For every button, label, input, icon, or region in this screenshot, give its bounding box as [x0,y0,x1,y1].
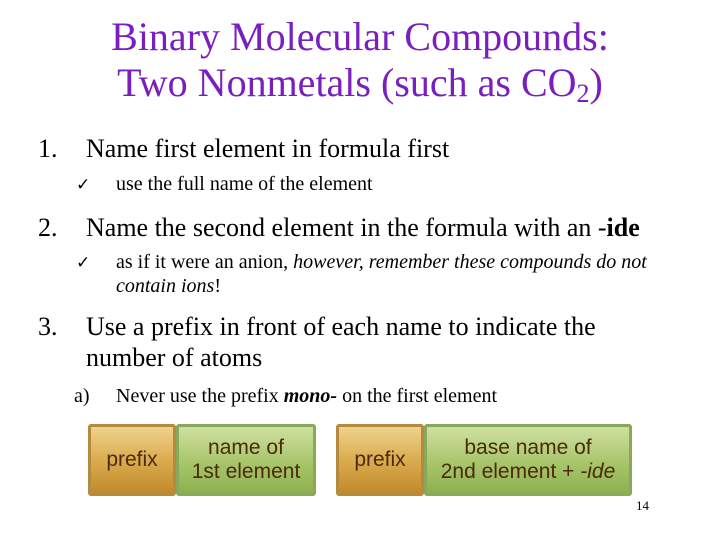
sub-text-a: Never use the prefix [116,385,284,407]
item-text: Name first element in formula first [86,134,450,163]
title-line-2-text: Two Nonmetals (such as CO [117,60,577,105]
slide-title [0,14,720,106]
prefix-box-second [336,424,424,496]
item-text-main: Name the second element in the formula with an - [86,213,607,242]
sub-item-text [116,384,701,408]
prefix-label: prefix [354,448,406,471]
sub-text-b: on the first element [337,385,498,407]
sub-text-b: ! [214,275,222,297]
sub-text-bold-italic: mono- [283,385,338,407]
item-number: 2. [38,213,58,242]
box-line-2-text: 2nd element + [440,460,581,483]
prefix-label: prefix [106,448,158,471]
sub-text-italic: however, remember these compounds do not contain ions [116,251,647,297]
item-number: 3. [38,312,58,341]
box-line-1: name of [208,436,284,459]
prefix-box-first [88,424,176,496]
title-line-1: Binary Molecular Compounds: [111,14,609,59]
sub-item-marker: a) [74,385,90,407]
box-line-2: 1st element [191,460,301,483]
box-line-1: base name of [464,436,592,459]
second-element-box [424,424,632,496]
item-text: Use a prefix in front of each name to indicate the number of atoms [86,312,596,372]
checkmark-icon: ✓ [76,253,91,273]
checkmark-icon: ✓ [76,175,91,195]
sub-item-text: use the full name of the element [116,173,373,195]
title-line-2 [0,60,720,106]
first-element-box [176,424,316,496]
sub-item-text [116,250,701,298]
item-number: 1. [38,134,58,163]
sub-text-a: as if it were an anion, [116,251,294,273]
title-subscript: 2 [576,79,590,108]
page-number: 14 [636,498,649,513]
item-text-bold: ide [606,213,640,242]
item-text [86,212,696,243]
box-line-2 [441,460,616,484]
title-line-2-end: ) [589,60,603,105]
ide-suffix: -ide [580,460,616,483]
